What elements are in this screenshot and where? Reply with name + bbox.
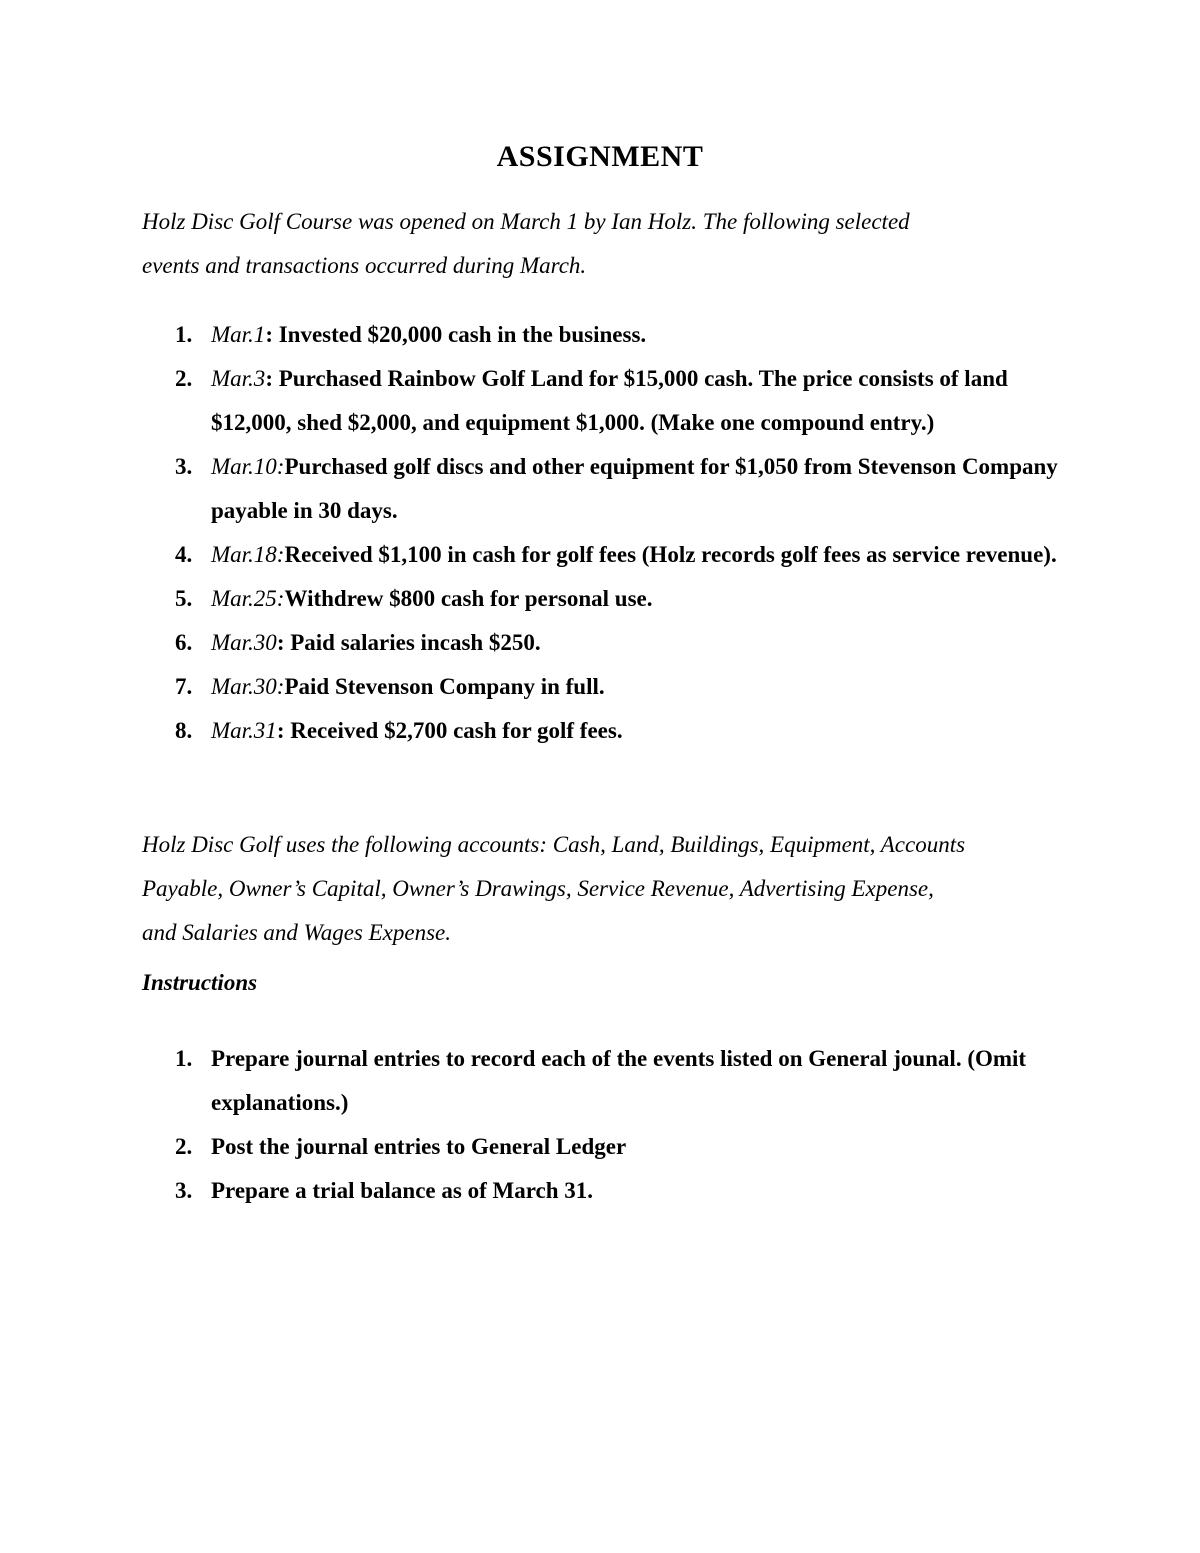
event-text: Paid Stevenson Company in full.	[284, 674, 605, 699]
instruction-item	[142, 1169, 1072, 1213]
accounts-paragraph	[142, 823, 1072, 955]
event-text: Received $1,100 in cash for golf fees (Holz records golf fees as service revenue).	[284, 542, 1057, 567]
event-text: : Purchased Rainbow Golf Land for $15,000 cash. The price consists of land $12,000, shed $2,000, and equipment $1,000. (Make one compound entry.)	[211, 366, 1008, 435]
instructions-heading: Instructions	[142, 970, 258, 995]
event-item	[142, 665, 1072, 709]
event-text: : Paid salaries incash $250.	[276, 630, 541, 655]
event-item	[142, 533, 1072, 577]
event-date: Mar.31	[211, 718, 277, 743]
event-number: 4.	[175, 542, 193, 567]
event-item	[142, 357, 1072, 445]
instruction-number: 1.	[175, 1046, 193, 1071]
instruction-item	[142, 1125, 1072, 1169]
event-number: 6.	[175, 630, 193, 655]
event-item	[142, 577, 1072, 621]
event-date: Mar.18:	[211, 542, 285, 567]
event-date: Mar.25:	[211, 586, 285, 611]
event-item	[142, 621, 1072, 665]
accounts-line: Payable, Owner’s Capital, Owner’s Drawings, Service Revenue, Advertising Expense,	[142, 876, 934, 901]
event-number: 7.	[175, 674, 193, 699]
events-list	[142, 313, 1072, 753]
accounts-line: and Salaries and Wages Expense.	[142, 920, 451, 945]
intro-line: events and transactions occurred during March.	[142, 253, 587, 278]
instruction-number: 3.	[175, 1178, 193, 1203]
event-number: 1.	[175, 322, 193, 347]
event-date: Mar.30	[211, 630, 277, 655]
instruction-number: 2.	[175, 1134, 193, 1159]
event-number: 5.	[175, 586, 193, 611]
event-item	[142, 709, 1072, 753]
event-item	[142, 445, 1072, 533]
event-text: : Invested $20,000 cash in the business.	[265, 322, 647, 347]
event-date: Mar.30:	[211, 674, 285, 699]
event-number: 3.	[175, 454, 193, 479]
event-number: 8.	[175, 718, 193, 743]
instruction-item	[142, 1037, 1072, 1125]
intro-paragraph	[142, 200, 1072, 288]
event-date: Mar.1	[211, 322, 266, 347]
event-date: Mar.10:	[211, 454, 285, 479]
instruction-text: Post the journal entries to General Ledger	[211, 1134, 627, 1159]
event-item	[142, 313, 1072, 357]
accounts-line: Holz Disc Golf uses the following accounts: Cash, Land, Buildings, Equipment, Accounts	[142, 832, 966, 857]
event-date: Mar.3	[211, 366, 266, 391]
instructions-list	[142, 1037, 1072, 1213]
intro-line: Holz Disc Golf Course was opened on March 1 by Ian Holz. The following selected	[142, 209, 910, 234]
event-text: Purchased golf discs and other equipment for $1,050 from Stevenson Company payable in 30 days.	[211, 454, 1058, 523]
event-number: 2.	[175, 366, 193, 391]
instruction-text: Prepare journal entries to record each of the events listed on General jounal. (Omit explanations.)	[211, 1046, 1027, 1115]
page-title: ASSIGNMENT	[496, 140, 704, 173]
event-text: Withdrew $800 cash for personal use.	[284, 586, 653, 611]
event-text: : Received $2,700 cash for golf fees.	[276, 718, 623, 743]
instruction-text: Prepare a trial balance as of March 31.	[211, 1178, 593, 1203]
